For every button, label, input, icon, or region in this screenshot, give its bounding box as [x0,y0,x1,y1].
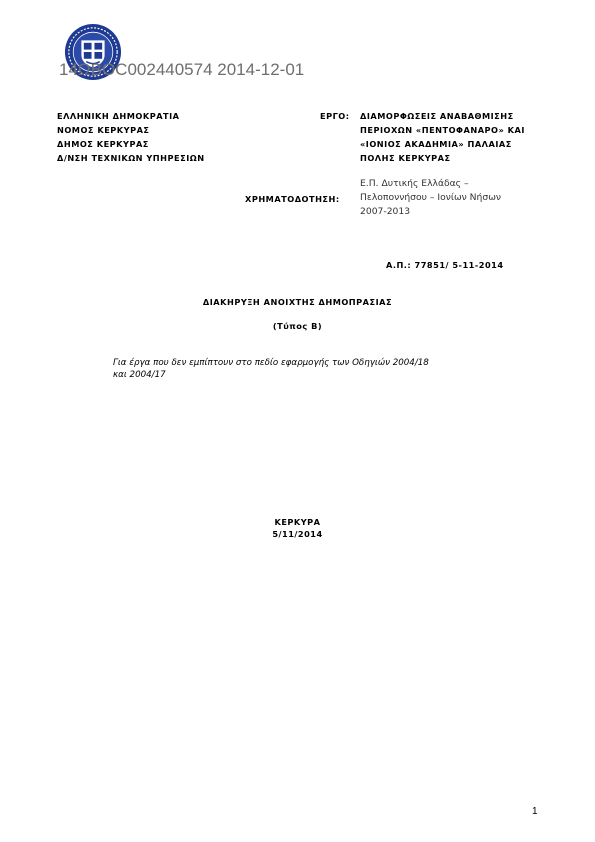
funding-line: Ε.Π. Δυτικής Ελλάδας – [360,178,469,189]
authority-line: ΔΗΜΟΣ ΚΕΡΚΥΡΑΣ [57,139,149,149]
protocol-number: Α.Π.: 77851/ 5-11-2014 [386,260,504,270]
page-number: 1 [532,806,538,817]
document-title: ΔΙΑΚΗΡΥΞΗ ΑΝΟΙΧΤΗΣ ΔΗΜΟΠΡΑΣΙΑΣ [202,297,393,307]
date: 5/11/2014 [272,529,323,539]
document-type: (Τύπος Β) [272,321,323,331]
authority-line: ΝΟΜΟΣ ΚΕΡΚΥΡΑΣ [57,125,150,135]
authority-line: Δ/ΝΣΗ ΤΕΧΝΙΚΩΝ ΥΠΗΡΕΣΙΩΝ [57,153,205,163]
authority-block [57,109,205,165]
project-line: ΠΕΡΙΟΧΩΝ «ΠΕΝΤΟΦΑΝΑΡΟ» ΚΑΙ [360,125,525,135]
project-line: «ΙΟΝΙΟΣ ΑΚΑΔΗΜΙΑ» ΠΑΛΑΙΑΣ [360,139,512,149]
funding-source [360,177,501,219]
note-line: και 2004/17 [113,369,166,380]
note-line: Για έργα που δεν εμπίπτουν στο πεδίο εφαρμογής των Οδηγιών 2004/18 [113,358,429,368]
project-line: ΔΙΑΜΟΡΦΩΣΕΙΣ ΑΝΑΒΑΘΜΙΣΗΣ [360,111,514,121]
registration-stamp: 14ΩΒΟC002440574 2014-12-01 [59,60,305,79]
project-title [360,109,525,165]
funding-label: ΧΡΗΜΑΤΟΔΟΤΗΣΗ: [245,194,340,204]
place: ΚΕΡΚΥΡΑ [274,517,321,527]
project-label: ΕΡΓΟ: [320,111,350,121]
funding-line: 2007-2013 [360,206,411,217]
project-line: ΠΟΛΗΣ ΚΕΡΚΥΡΑΣ [360,153,451,163]
applicability-note [113,358,429,381]
funding-line: Πελοποννήσου – Ιονίων Νήσων [360,192,502,203]
authority-line: ΕΛΛΗΝΙΚΗ ΔΗΜΟΚΡΑΤΙΑ [57,111,180,121]
